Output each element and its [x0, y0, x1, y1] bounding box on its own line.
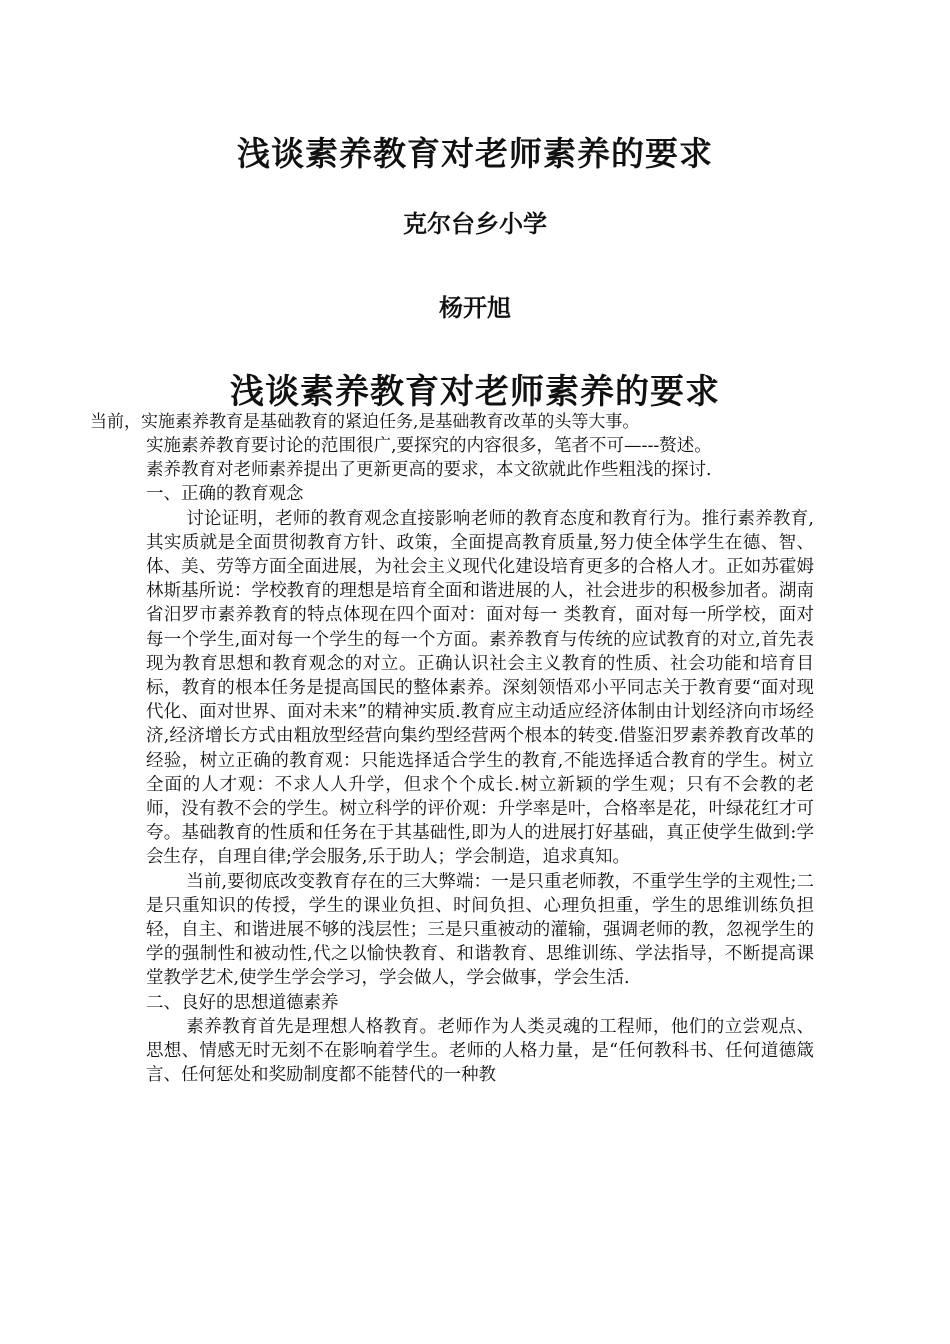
section-1-paragraph-1: 讨论证明，老师的教育观念直接影响老师的教育态度和教育行为。推行素养教育,其实质就是全面贯彻教育方针、政策，全面提高教育质量,努力使全体学生在德、智、体、美、劳等方面全面进展，为社会主义现代化建设培育更多的合格人才。正如苏霍姆林斯基所说：学校教育的理想是培育全面和谐进展的人，社会进步的积极参加者。湖南省汨罗市素养教育的特点体现在四个面对：面对每一 类教育，面对每一所学校，面对每一个学生,面对每一个学生的每一个方面。素养教育与传统的应试教育的对立,首先表现为教育思想和教育观念的对立。正确认识社会主义教育的性质、社会功能和培育目标，教育的根本任务是提高国民的整体素养。深刻领悟邓小平同志关于教育要“面对现代化、面对世界、面对未来”的精神实质.教育应主动适应经济体制由计划经济向市场经济,经济增长方式由粗放型经营向集约型经营两个根本的转变.借鉴汨罗素养教育改革的经验，树立正确的教育观：只能选择适合学生的教育,不能选择适合教育的学生。树立全面的人才观：不求人人升学，但求个个成长.树立新颖的学生观；只有不会教的老师，没有教不会的学生。树立科学的评价观：升学率是叶，合格率是花，叶绿花红才可夸。基础教育的性质和任务在于其基础性,即为人的进展打好基础，真正使学生做到:学会生存，自理自律;学会服务,乐于助人；学会制造，追求真知。 [146, 508, 814, 868]
section-1-heading: 一、正确的教育观念 [146, 484, 304, 505]
school-name: 克尔台乡小学 [403, 209, 547, 238]
author-name: 杨开旭 [439, 293, 511, 322]
section-2-paragraph-1: 素养教育首先是理想人格教育。老师作为人类灵魂的工程师，他们的立尝观点、思想、情感无时无刻不在影响着学生。老师的人格力量，是“任何教科书、任何道德箴言、任何惩处和奖励制度都不能替代的一种教 [146, 1016, 814, 1086]
intro-line-3: 素养教育对老师素养提出了更新更高的要求，本文欲就此作些粗浅的探讨. [146, 460, 712, 481]
intro-line-2: 实施素养教育要讨论的范围很广,要探究的内容很多，笔者不可—---赘述。 [146, 436, 712, 456]
section-2-heading: 二、良好的思想道德素养 [146, 992, 339, 1013]
article-title: 浅谈素养教育对老师素养的要求 [230, 372, 720, 412]
article-body [146, 434, 814, 1087]
document-title: 浅谈素养教育对老师素养的要求 [237, 134, 713, 173]
section-1-paragraph-2: 当前,要彻底改变教育存在的三大弊端：一是只重老师教，不重学生学的主观性;二是只重知识的传授，学生的课业负担、时间负担、心理负担重，学生的思维训练负担轻，自主、和谐进展不够的浅层性；三是只重被动的灌输，强调老师的教，忽视学生的学的强制性和被动性,代之以愉快教育、和谐教育、思维训练、学法指导，不断提高课堂教学艺术,使学生学会学习，学会做人，学会做事，学会生活. [146, 871, 814, 989]
intro-line-1: 当前，实施素养教育是基础教育的紧迫任务,是基础教育改革的头等大事。 [90, 412, 640, 432]
